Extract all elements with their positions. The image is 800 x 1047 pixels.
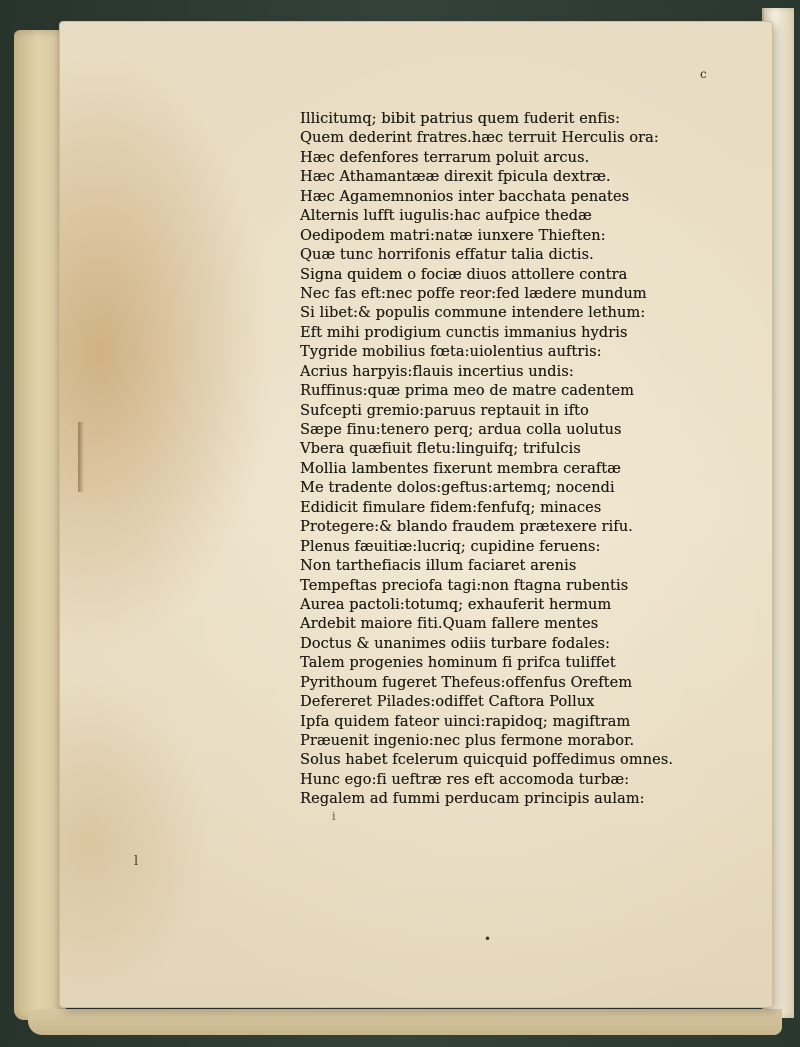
verse-line: Præuenit ingenio:nec plus fermone morabor. [300, 733, 635, 749]
under-mark: i [332, 810, 336, 823]
verse-line: Sufcepti gremio:paruus reptauit in ifto [300, 402, 589, 419]
verse-line: Non tarthefiacis illum faciaret arenis [300, 558, 577, 575]
verse-line: Doctus & unanimes odiis turbare fodales: [300, 635, 610, 652]
verse-line: Edidicit fimulare fidem:fenfufq; minaces [300, 499, 602, 516]
verse-line: Hunc ego:fi ueftræ res eft accomoda turbæ: [300, 771, 630, 788]
verse-line: Tempeftas preciofa tagi:non ftagna rubentis [300, 577, 629, 594]
verse-line: Hæc defenfores terrarum poluit arcus. [300, 149, 590, 166]
verse-line: Plenus fæuitiæ:lucriq; cupidine feruens: [300, 538, 601, 555]
verse-line: Acrius harpyis:flauis incertius undis: [300, 363, 574, 380]
verse-line: Protegere:& blando fraudem prætexere rifu. [300, 519, 633, 536]
verse-line: Aurea pactoli:totumq; exhauferit hermum [300, 596, 612, 613]
verse-line: Alternis lufft iugulis:hac aufpice thedæ [300, 208, 592, 225]
verse-text-block [300, 110, 740, 810]
verse-line: Signa quidem o fociæ diuos attollere contra [300, 266, 628, 283]
book-cover-edge [14, 30, 66, 1020]
verse-line: Ipfa quidem fateor uinci:rapidoq; magiftram [300, 713, 631, 730]
verse-line: Hæc Agamemnonios inter bacchata penates [300, 188, 630, 205]
verse-line: Quem dederint fratres.hæc terruit Herculis ora: [300, 130, 659, 147]
bottom-dot: • [484, 932, 492, 946]
verse-line: Me tradente dolos:geftus:artemq; nocendi [300, 480, 615, 497]
verse-line: Talem progenies hominum fi prifca tuliffet [300, 655, 616, 672]
verse-line: Mollia lambentes fixerunt membra ceraftæ [300, 460, 621, 477]
verse-line: Ruffinus:quæ prima meo de matre cadentem [300, 383, 634, 400]
verse-line: Si libet:& populis commune intendere lethum: [300, 305, 646, 322]
verse-line: Nec fas eft:nec poffe reor:fed lædere mundum [300, 285, 647, 302]
fold-mark [78, 422, 84, 492]
verse-line: Pyrithoum fugeret Thefeus:offenfus Oreftem [300, 674, 633, 691]
verse-line: Defereret Pilades:odiffet Caftora Pollux [300, 694, 595, 711]
verse-line: Ardebit maiore fiti.Quam fallere mentes [300, 616, 599, 633]
verse-line: Tygride mobilius fœta:uiolentius auftris: [300, 344, 602, 361]
verse-line: Regalem ad fummi perducam principis aulam: [300, 791, 645, 808]
verse-line: Oedipodem matri:natæ iunxere Thieften: [300, 227, 606, 244]
incunable-page [60, 22, 772, 1007]
verse-line: Illicitumq; bibit patrius quem fuderit enfis: [300, 111, 620, 127]
verse-line: Eft mihi prodigium cunctis immanius hydris [300, 324, 628, 341]
verse-line: Solus habet fcelerum quicquid poffedimus omnes. [300, 752, 673, 769]
verse-line: Vbera quæfiuit fletu:linguifq; trifulcis [300, 441, 581, 458]
verse-line: Hæc Athamantææ direxit fpicula dextræ. [300, 169, 611, 186]
verse-line: Sæpe finu:tenero perq; ardua colla uolutus [300, 422, 622, 438]
book-bottom-edge [28, 1009, 782, 1035]
corner-mark: c [700, 67, 707, 81]
verse-line: Quæ tunc horrifonis effatur talia dictis. [300, 247, 594, 264]
margin-mark: l [134, 854, 139, 869]
